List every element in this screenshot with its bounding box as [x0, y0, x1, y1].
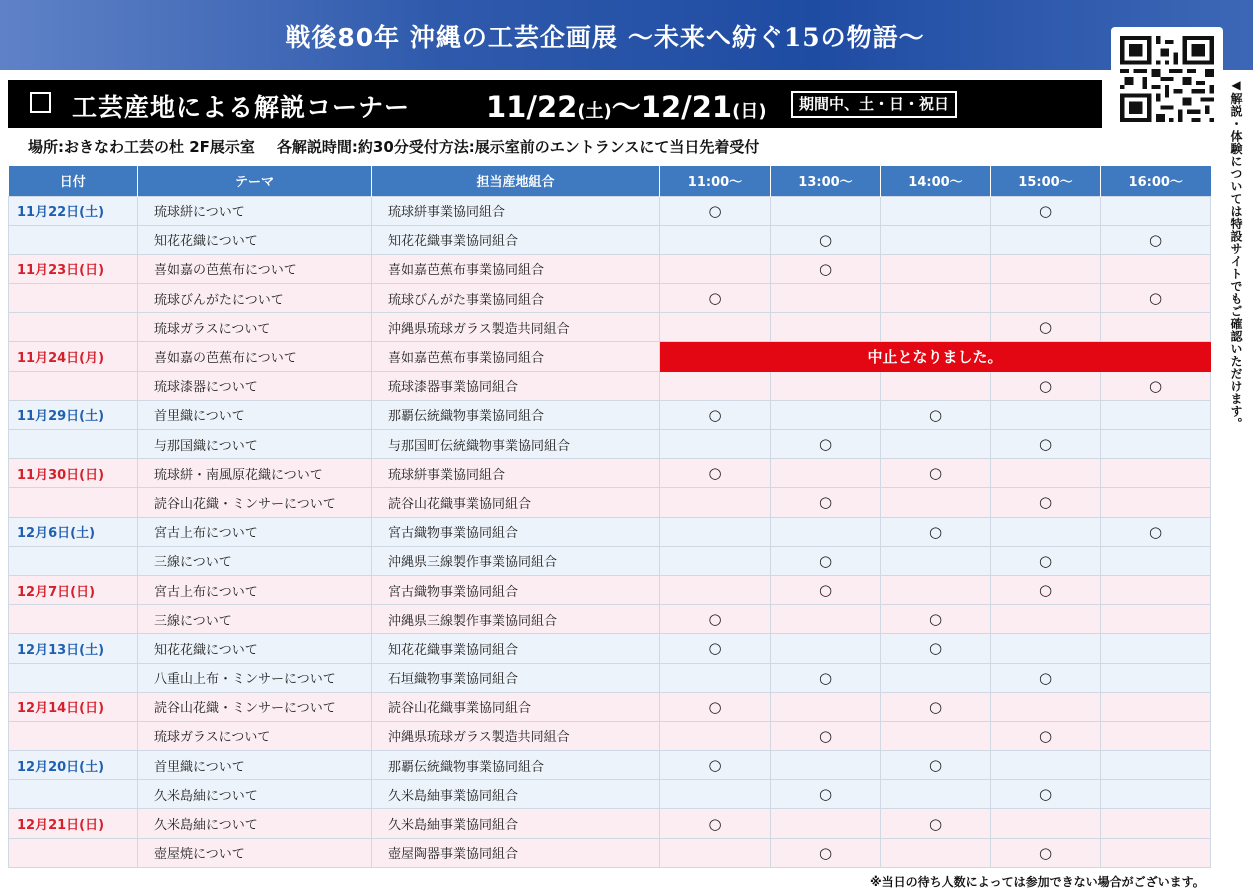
- time-slot-cell: [991, 459, 1101, 488]
- time-slot-cell: [660, 575, 771, 604]
- time-slot-cell: ○: [991, 663, 1101, 692]
- time-slot-cell: ○: [991, 488, 1101, 517]
- time-slot-cell: ○: [771, 254, 881, 283]
- table-row: [9, 721, 1211, 750]
- union-cell: 琉球びんがた事業協同組合: [372, 284, 660, 313]
- table-row: [9, 488, 1211, 517]
- table-row: [9, 196, 1211, 225]
- union-cell: 琉球絣事業協同組合: [372, 459, 660, 488]
- union-cell: 知花花織事業協同組合: [372, 634, 660, 663]
- time-slot-cell: ○: [771, 225, 881, 254]
- time-slot-cell: [881, 838, 991, 867]
- theme-cell: 読谷山花織・ミンサーについて: [138, 488, 372, 517]
- theme-cell: 八重山上布・ミンサーについて: [138, 663, 372, 692]
- union-cell: 知花花織事業協同組合: [372, 225, 660, 254]
- time-slot-cell: [881, 663, 991, 692]
- time-slot-cell: [991, 809, 1101, 838]
- time-slot-cell: [660, 313, 771, 342]
- theme-cell: 知花花織について: [138, 634, 372, 663]
- theme-cell: 首里織について: [138, 400, 372, 429]
- table-row: [9, 342, 1211, 371]
- table-row: [9, 546, 1211, 575]
- union-cell: 石垣織物事業協同組合: [372, 663, 660, 692]
- date-cell: [9, 663, 138, 692]
- time-slot-cell: [1101, 751, 1211, 780]
- time-slot-cell: [660, 780, 771, 809]
- time-slot-cell: ○: [881, 605, 991, 634]
- date-start-dow: (土): [577, 101, 612, 122]
- date-end: 12/21: [640, 90, 733, 124]
- time-slot-cell: [771, 400, 881, 429]
- table-row: [9, 575, 1211, 604]
- time-slot-cell: ○: [1101, 284, 1211, 313]
- union-cell: 沖縄県三線製作事業協同組合: [372, 546, 660, 575]
- time-slot-cell: ○: [991, 575, 1101, 604]
- time-slot-cell: ○: [660, 400, 771, 429]
- time-slot-cell: [1101, 430, 1211, 459]
- side-note: ◀解説・体験については特設サイトでもご確認いただけます。: [1229, 78, 1243, 430]
- date-cell: [9, 838, 138, 867]
- time-slot-cell: ○: [881, 692, 991, 721]
- theme-cell: 壺屋焼について: [138, 838, 372, 867]
- union-cell: 久米島紬事業協同組合: [372, 780, 660, 809]
- date-end-dow: (日): [732, 101, 767, 122]
- union-cell: 琉球絣事業協同組合: [372, 196, 660, 225]
- time-slot-cell: [991, 225, 1101, 254]
- time-slot-cell: ○: [1101, 517, 1211, 546]
- theme-cell: 琉球ガラスについて: [138, 721, 372, 750]
- time-slot-cell: ○: [881, 517, 991, 546]
- time-slot-cell: [660, 371, 771, 400]
- time-slot-cell: [1101, 488, 1211, 517]
- table-row: [9, 284, 1211, 313]
- column-header: 14:00〜: [881, 166, 991, 196]
- place-info: 場所:おきなわ工芸の杜 2F展示室: [28, 138, 255, 156]
- theme-cell: 三線について: [138, 605, 372, 634]
- theme-cell: 与那国織について: [138, 430, 372, 459]
- footnote: ※当日の待ち人数によっては参加できない場合がございます。: [870, 875, 1205, 889]
- theme-cell: 久米島紬について: [138, 780, 372, 809]
- column-header: 担当産地組合: [372, 166, 660, 196]
- time-slot-cell: [1101, 663, 1211, 692]
- table-row: [9, 225, 1211, 254]
- time-slot-cell: [771, 517, 881, 546]
- theme-cell: 琉球ガラスについて: [138, 313, 372, 342]
- time-slot-cell: [991, 605, 1101, 634]
- time-slot-cell: ○: [660, 459, 771, 488]
- time-slot-cell: [881, 225, 991, 254]
- table-row: [9, 663, 1211, 692]
- table-row: [9, 605, 1211, 634]
- table-row: [9, 459, 1211, 488]
- union-cell: 沖縄県琉球ガラス製造共同組合: [372, 721, 660, 750]
- date-cell: 12月20日(土): [9, 751, 138, 780]
- time-slot-cell: [1101, 313, 1211, 342]
- time-slot-cell: ○: [660, 751, 771, 780]
- theme-cell: 久米島紬について: [138, 809, 372, 838]
- table-row: [9, 517, 1211, 546]
- time-slot-cell: [660, 517, 771, 546]
- date-cell: [9, 721, 138, 750]
- period-badge: 期間中、土・日・祝日: [791, 91, 957, 118]
- time-slot-cell: [1101, 459, 1211, 488]
- column-header: 11:00〜: [660, 166, 771, 196]
- table-row: [9, 751, 1211, 780]
- time-slot-cell: [881, 546, 991, 575]
- theme-cell: 琉球漆器について: [138, 371, 372, 400]
- theme-cell: 宮古上布について: [138, 575, 372, 604]
- theme-cell: 琉球絣について: [138, 196, 372, 225]
- time-info: 各解説時間:約30分受付方法:展示室前のエントランスにて当日先着受付: [276, 138, 760, 156]
- date-cell: 11月30日(日): [9, 459, 138, 488]
- date-cell: 12月13日(土): [9, 634, 138, 663]
- time-slot-cell: ○: [881, 400, 991, 429]
- date-cell: [9, 546, 138, 575]
- time-slot-cell: ○: [771, 546, 881, 575]
- time-slot-cell: [881, 254, 991, 283]
- schedule-table: [8, 166, 1211, 868]
- time-slot-cell: [991, 254, 1101, 283]
- time-slot-cell: ○: [771, 488, 881, 517]
- time-slot-cell: [881, 196, 991, 225]
- table-row: [9, 692, 1211, 721]
- time-slot-cell: ○: [1101, 371, 1211, 400]
- union-cell: 読谷山花織事業協同組合: [372, 692, 660, 721]
- date-start: 11/22: [486, 90, 578, 124]
- union-cell: 沖縄県琉球ガラス製造共同組合: [372, 313, 660, 342]
- table-row: [9, 313, 1211, 342]
- date-cell: [9, 225, 138, 254]
- time-slot-cell: [771, 284, 881, 313]
- time-slot-cell: [991, 284, 1101, 313]
- time-slot-cell: [660, 225, 771, 254]
- union-cell: 沖縄県三線製作事業協同組合: [372, 605, 660, 634]
- time-slot-cell: [1101, 254, 1211, 283]
- time-slot-cell: [660, 663, 771, 692]
- table-row: [9, 371, 1211, 400]
- time-slot-cell: ○: [660, 605, 771, 634]
- time-slot-cell: [1101, 780, 1211, 809]
- time-slot-cell: [660, 838, 771, 867]
- date-cell: 11月29日(土): [9, 400, 138, 429]
- union-cell: 壺屋陶器事業協同組合: [372, 838, 660, 867]
- theme-cell: 首里織について: [138, 751, 372, 780]
- time-slot-cell: ○: [660, 196, 771, 225]
- time-slot-cell: ○: [991, 780, 1101, 809]
- theme-cell: 琉球絣・南風原花織について: [138, 459, 372, 488]
- theme-cell: 喜如嘉の芭蕉布について: [138, 254, 372, 283]
- union-cell: 喜如嘉芭蕉布事業協同組合: [372, 342, 660, 371]
- date-cell: 12月21日(日): [9, 809, 138, 838]
- time-slot-cell: ○: [1101, 225, 1211, 254]
- qr-code-icon[interactable]: [1111, 27, 1223, 131]
- time-slot-cell: [771, 459, 881, 488]
- time-slot-cell: [1101, 692, 1211, 721]
- time-slot-cell: ○: [881, 751, 991, 780]
- time-slot-cell: [1101, 634, 1211, 663]
- title-main: 戦後80年 沖縄の工芸企画展: [285, 23, 618, 52]
- theme-cell: 知花花織について: [138, 225, 372, 254]
- time-slot-cell: ○: [660, 284, 771, 313]
- time-slot-cell: [881, 313, 991, 342]
- table-row: [9, 809, 1211, 838]
- time-slot-cell: ○: [771, 721, 881, 750]
- theme-cell: 喜如嘉の芭蕉布について: [138, 342, 372, 371]
- date-cell: 12月14日(日): [9, 692, 138, 721]
- table-header-row: [9, 166, 1211, 196]
- theme-cell: 読谷山花織・ミンサーについて: [138, 692, 372, 721]
- theme-cell: 宮古上布について: [138, 517, 372, 546]
- time-slot-cell: [991, 517, 1101, 546]
- table-row: [9, 400, 1211, 429]
- date-cell: 11月23日(日): [9, 254, 138, 283]
- time-slot-cell: ○: [991, 546, 1101, 575]
- time-slot-cell: [1101, 546, 1211, 575]
- union-cell: 喜如嘉芭蕉布事業協同組合: [372, 254, 660, 283]
- union-cell: 那覇伝統織物事業協同組合: [372, 751, 660, 780]
- time-slot-cell: [881, 430, 991, 459]
- time-slot-cell: ○: [771, 430, 881, 459]
- time-slot-cell: [1101, 575, 1211, 604]
- date-cell: [9, 488, 138, 517]
- time-slot-cell: [1101, 721, 1211, 750]
- date-cell: [9, 430, 138, 459]
- time-slot-cell: [771, 371, 881, 400]
- union-cell: 琉球漆器事業協同組合: [372, 371, 660, 400]
- time-slot-cell: [881, 721, 991, 750]
- time-slot-cell: ○: [771, 838, 881, 867]
- time-slot-cell: [771, 634, 881, 663]
- time-slot-cell: [991, 751, 1101, 780]
- time-slot-cell: ○: [991, 838, 1101, 867]
- time-slot-cell: [1101, 605, 1211, 634]
- time-slot-cell: [881, 284, 991, 313]
- union-cell: 宮古織物事業協同組合: [372, 575, 660, 604]
- date-cell: [9, 780, 138, 809]
- date-cell: 12月6日(土): [9, 517, 138, 546]
- column-header: テーマ: [138, 166, 372, 196]
- union-cell: 読谷山花織事業協同組合: [372, 488, 660, 517]
- theme-cell: 三線について: [138, 546, 372, 575]
- time-slot-cell: [660, 254, 771, 283]
- column-header: 日付: [9, 166, 138, 196]
- time-slot-cell: ○: [881, 809, 991, 838]
- time-slot-cell: [660, 430, 771, 459]
- date-cell: [9, 313, 138, 342]
- time-slot-cell: ○: [991, 371, 1101, 400]
- time-slot-cell: [991, 400, 1101, 429]
- time-slot-cell: [660, 546, 771, 575]
- time-slot-cell: [660, 488, 771, 517]
- time-slot-cell: ○: [991, 430, 1101, 459]
- time-slot-cell: [771, 605, 881, 634]
- time-slot-cell: ○: [771, 780, 881, 809]
- time-slot-cell: ○: [660, 809, 771, 838]
- time-slot-cell: [660, 721, 771, 750]
- time-slot-cell: ○: [991, 721, 1101, 750]
- checkbox-square-icon: [30, 92, 51, 113]
- section-title: 工芸産地による解説コーナー: [72, 93, 411, 122]
- table-row: [9, 838, 1211, 867]
- time-slot-cell: ○: [660, 692, 771, 721]
- section-header: [8, 80, 1102, 128]
- column-header: 15:00〜: [991, 166, 1101, 196]
- date-cell: [9, 605, 138, 634]
- date-cell: [9, 371, 138, 400]
- date-separator: 〜: [611, 90, 641, 124]
- column-header: 16:00〜: [1101, 166, 1211, 196]
- theme-cell: 琉球びんがたについて: [138, 284, 372, 313]
- time-slot-cell: [771, 809, 881, 838]
- union-cell: 与那国町伝統織物事業協同組合: [372, 430, 660, 459]
- time-slot-cell: [1101, 809, 1211, 838]
- title-banner: [0, 0, 1253, 70]
- time-slot-cell: [771, 313, 881, 342]
- time-slot-cell: ○: [991, 196, 1101, 225]
- time-slot-cell: [771, 196, 881, 225]
- time-slot-cell: [991, 634, 1101, 663]
- table-row: [9, 780, 1211, 809]
- time-slot-cell: [771, 751, 881, 780]
- table-row: [9, 634, 1211, 663]
- date-cell: 11月24日(月): [9, 342, 138, 371]
- table-row: [9, 430, 1211, 459]
- column-header: 13:00〜: [771, 166, 881, 196]
- time-slot-cell: ○: [881, 634, 991, 663]
- cancelled-notice: 中止となりました。: [660, 342, 1211, 371]
- info-line: [28, 136, 759, 157]
- time-slot-cell: ○: [660, 634, 771, 663]
- time-slot-cell: [1101, 196, 1211, 225]
- time-slot-cell: [881, 575, 991, 604]
- event-period-dates: [486, 85, 767, 126]
- title-sub: 〜未来へ紡ぐ15の物語〜: [627, 23, 925, 52]
- time-slot-cell: [771, 692, 881, 721]
- time-slot-cell: ○: [771, 663, 881, 692]
- page-title: [0, 18, 1210, 54]
- time-slot-cell: [881, 371, 991, 400]
- time-slot-cell: [881, 780, 991, 809]
- union-cell: 那覇伝統織物事業協同組合: [372, 400, 660, 429]
- time-slot-cell: ○: [771, 575, 881, 604]
- time-slot-cell: [881, 488, 991, 517]
- time-slot-cell: [991, 692, 1101, 721]
- date-cell: [9, 284, 138, 313]
- table-row: [9, 254, 1211, 283]
- time-slot-cell: ○: [881, 459, 991, 488]
- time-slot-cell: [1101, 400, 1211, 429]
- time-slot-cell: ○: [991, 313, 1101, 342]
- union-cell: 宮古織物事業協同組合: [372, 517, 660, 546]
- date-cell: 12月7日(日): [9, 575, 138, 604]
- time-slot-cell: [1101, 838, 1211, 867]
- union-cell: 久米島紬事業協同組合: [372, 809, 660, 838]
- date-cell: 11月22日(土): [9, 196, 138, 225]
